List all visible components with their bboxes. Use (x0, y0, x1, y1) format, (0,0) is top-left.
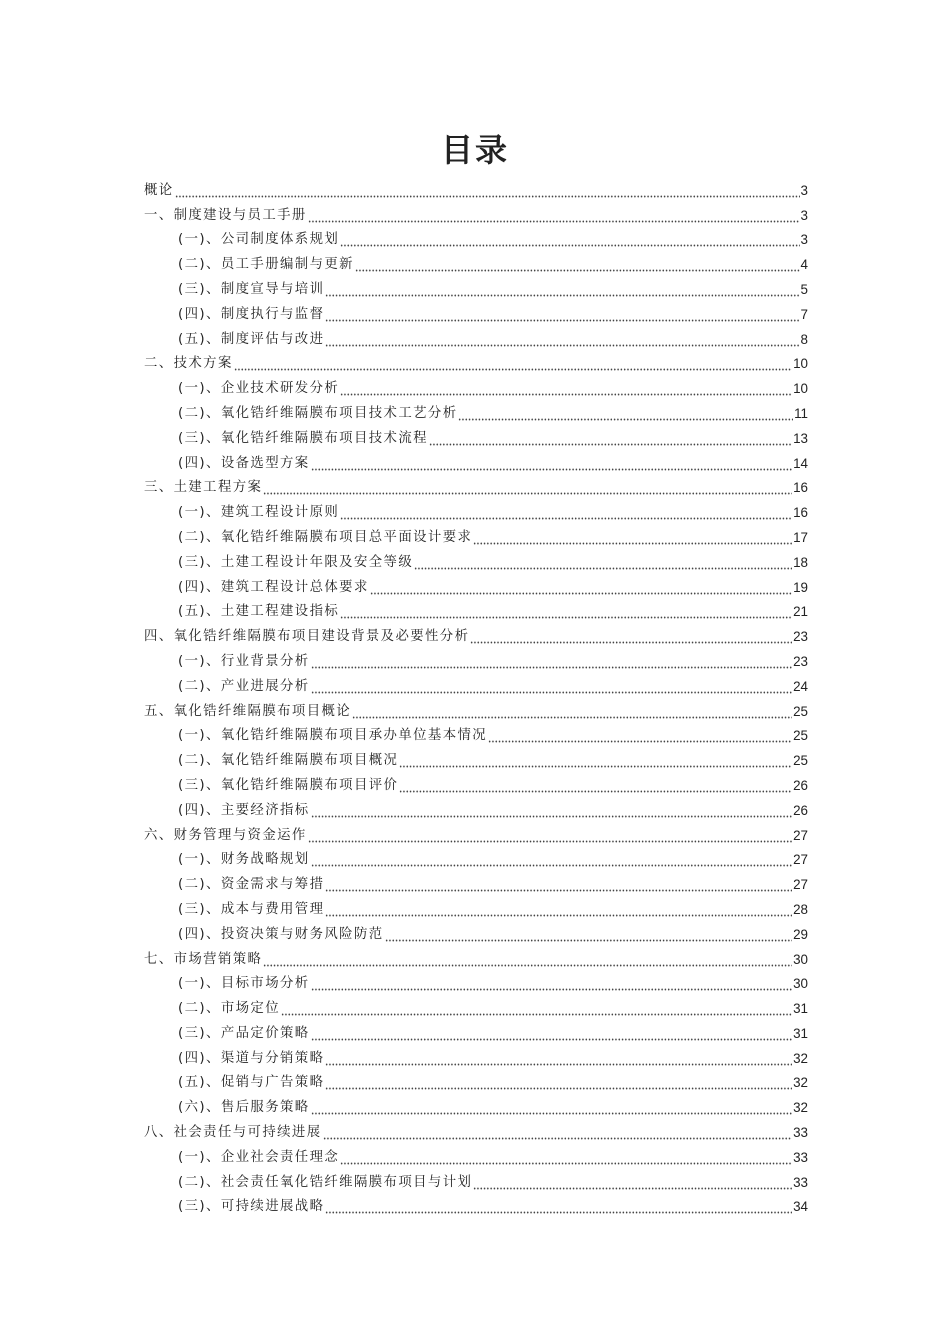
toc-dot-leader (488, 731, 792, 743)
toc-dot-leader (308, 831, 792, 843)
toc-entry-text: (二)、员工手册编制与更新 (178, 257, 354, 273)
toc-dot-leader (263, 483, 792, 495)
toc-page-number: 32 (793, 1100, 808, 1116)
toc-chapter-entry[interactable] (144, 200, 808, 225)
toc-entry-text: 二、技术方案 (144, 356, 233, 372)
toc-entry-text: (三)、产品定价策略 (178, 1025, 310, 1041)
toc-page-number: 7 (800, 306, 808, 322)
toc-section-entry[interactable] (144, 522, 808, 547)
toc-page-number: 26 (793, 802, 808, 818)
toc-dot-leader (311, 979, 793, 991)
toc-dot-leader (473, 1178, 792, 1190)
toc-entry-text: (一)、目标市场分析 (178, 976, 310, 992)
toc-chapter-entry[interactable] (144, 1117, 808, 1142)
toc-section-entry[interactable] (144, 274, 808, 299)
toc-dot-leader (311, 657, 793, 669)
toc-dot-leader (429, 434, 792, 446)
toc-entry-text: (四)、主要经济指标 (178, 802, 310, 818)
toc-dot-leader (385, 930, 793, 942)
toc-dot-leader (470, 632, 792, 644)
toc-dot-leader (325, 310, 799, 322)
toc-entry-text: (一)、公司制度体系规划 (178, 232, 340, 248)
toc-entry-text: (二)、社会责任氧化锆纤维隔膜布项目与计划 (178, 1174, 473, 1190)
toc-page-number: 10 (793, 381, 808, 397)
toc-entry-text: 四、氧化锆纤维隔膜布项目建设背景及必要性分析 (144, 629, 470, 645)
toc-dot-leader (281, 1004, 792, 1016)
toc-dot-leader (311, 1103, 793, 1115)
toc-page-number: 4 (800, 257, 808, 273)
toc-dot-leader (311, 1029, 793, 1041)
toc-page-number: 31 (793, 1025, 808, 1041)
toc-dot-leader (311, 855, 793, 867)
toc-entry-text: (二)、市场定位 (178, 1001, 280, 1017)
toc-page-number: 25 (793, 703, 808, 719)
toc-entry-text: (四)、建筑工程设计总体要求 (178, 579, 369, 595)
toc-section-entry[interactable] (144, 597, 808, 622)
toc-section-entry[interactable] (144, 448, 808, 473)
toc-dot-leader (414, 558, 792, 570)
toc-entry-text: 概论 (144, 182, 174, 198)
toc-page-number: 32 (793, 1050, 808, 1066)
toc-entry-text: 五、氧化锆纤维隔膜布项目概论 (144, 703, 352, 719)
toc-section-entry[interactable] (144, 993, 808, 1018)
toc-page-number: 31 (793, 1001, 808, 1017)
toc-section-entry[interactable] (144, 1142, 808, 1167)
toc-page-number: 19 (793, 579, 808, 595)
toc-page-number: 33 (793, 1174, 808, 1190)
toc-dot-leader (234, 359, 792, 371)
toc-dot-leader (340, 235, 799, 247)
toc-page-number: 13 (793, 430, 808, 446)
toc-section-entry[interactable] (144, 398, 808, 423)
toc-dot-leader (352, 707, 792, 719)
toc-entry-text: (二)、氧化锆纤维隔膜布项目总平面设计要求 (178, 529, 473, 545)
toc-section-entry[interactable] (144, 299, 808, 324)
toc-section-entry[interactable] (144, 795, 808, 820)
toc-page-number: 28 (793, 901, 808, 917)
toc-section-entry[interactable] (144, 845, 808, 870)
toc-chapter-entry[interactable] (144, 473, 808, 498)
toc-entry-text: (六)、售后服务策略 (178, 1100, 310, 1116)
toc-page-number: 30 (793, 951, 808, 967)
toc-entry-text: 六、财务管理与资金运作 (144, 827, 307, 843)
toc-section-entry[interactable] (144, 969, 808, 994)
toc-page-number: 3 (800, 207, 808, 223)
toc-entry-text: 八、社会责任与可持续进展 (144, 1125, 322, 1141)
toc-dot-leader (399, 781, 792, 793)
toc-section-entry[interactable] (144, 1092, 808, 1117)
toc-entry-text: (一)、建筑工程设计原则 (178, 505, 340, 521)
toc-dot-leader (308, 211, 800, 223)
toc-dot-leader (325, 1202, 792, 1214)
toc-section-entry[interactable] (144, 745, 808, 770)
toc-page-number: 27 (793, 852, 808, 868)
toc-dot-leader (325, 880, 792, 892)
toc-page-number: 3 (800, 232, 808, 248)
toc-chapter-entry[interactable] (144, 944, 808, 969)
toc-entry-text: (四)、渠道与分销策略 (178, 1050, 325, 1066)
toc-page-number: 14 (793, 455, 808, 471)
toc-page-number: 5 (800, 281, 808, 297)
toc-list (144, 175, 808, 1216)
toc-section-entry[interactable] (144, 894, 808, 919)
toc-section-entry[interactable] (144, 1192, 808, 1217)
toc-entry-text: (三)、氧化锆纤维隔膜布项目技术流程 (178, 430, 428, 446)
toc-entry-text: (二)、氧化锆纤维隔膜布项目技术工艺分析 (178, 405, 458, 421)
toc-section-entry[interactable] (144, 324, 808, 349)
toc-page-number: 11 (794, 405, 808, 421)
toc-entry-text: (一)、财务战略规划 (178, 852, 310, 868)
toc-entry-text: (四)、设备选型方案 (178, 455, 310, 471)
toc-entry-text: (一)、企业社会责任理念 (178, 1149, 340, 1165)
toc-page-number: 21 (793, 604, 808, 620)
toc-entry-text: (二)、产业进展分析 (178, 678, 310, 694)
toc-dot-leader (311, 459, 793, 471)
toc-title: 目录 (440, 131, 509, 169)
toc-page-number: 16 (793, 505, 808, 521)
toc-chapter-entry[interactable] (144, 820, 808, 845)
toc-dot-leader (340, 508, 792, 520)
toc-dot-leader (370, 583, 792, 595)
toc-page-number: 33 (793, 1125, 808, 1141)
toc-dot-leader (311, 682, 793, 694)
toc-section-entry[interactable] (144, 1018, 808, 1043)
toc-page-number: 32 (793, 1075, 808, 1091)
toc-page-number: 18 (793, 554, 808, 570)
toc-entry-text: 一、制度建设与员工手册 (144, 207, 307, 223)
toc-entry-text: (三)、成本与费用管理 (178, 901, 325, 917)
toc-section-entry[interactable] (144, 869, 808, 894)
toc-dot-leader (325, 285, 799, 297)
toc-dot-leader (340, 607, 792, 619)
toc-chapter-entry[interactable] (144, 621, 808, 646)
toc-dot-leader (325, 905, 792, 917)
toc-page-number: 8 (800, 331, 808, 347)
toc-dot-leader (325, 1078, 792, 1090)
toc-page-number: 23 (793, 629, 808, 645)
toc-page-number: 24 (793, 678, 808, 694)
toc-entry-text: (三)、制度宣导与培训 (178, 281, 325, 297)
toc-entry-text: (四)、制度执行与监督 (178, 306, 325, 322)
toc-dot-leader (323, 1128, 793, 1140)
toc-dot-leader (263, 955, 792, 967)
toc-entry-text: (二)、资金需求与筹措 (178, 877, 325, 893)
toc-chapter-entry[interactable] (144, 696, 808, 721)
toc-entry-text: (三)、氧化锆纤维隔膜布项目评价 (178, 777, 399, 793)
toc-page-number: 3 (800, 182, 808, 198)
toc-entry-text: (五)、促销与广告策略 (178, 1075, 325, 1091)
toc-section-entry[interactable] (144, 497, 808, 522)
toc-dot-leader (473, 533, 792, 545)
toc-entry-text: (一)、氧化锆纤维隔膜布项目承办单位基本情况 (178, 728, 488, 744)
toc-page-number: 34 (793, 1199, 808, 1215)
toc-chapter-entry[interactable] (144, 349, 808, 374)
toc-entry-text: (二)、氧化锆纤维隔膜布项目概况 (178, 753, 399, 769)
toc-page-number: 10 (793, 356, 808, 372)
toc-entry-text: 七、市场营销策略 (144, 951, 263, 967)
toc-page-number: 33 (793, 1149, 808, 1165)
toc-dot-leader (175, 186, 800, 198)
toc-entry-text: (三)、土建工程设计年限及安全等级 (178, 554, 414, 570)
toc-entry-text: 三、土建工程方案 (144, 480, 263, 496)
toc-dot-leader (325, 335, 799, 347)
toc-section-entry[interactable] (144, 249, 808, 274)
toc-dot-leader (340, 384, 792, 396)
toc-entry-text: (五)、土建工程建设指标 (178, 604, 340, 620)
toc-page-number: 23 (793, 653, 808, 669)
toc-page-number: 30 (793, 976, 808, 992)
toc-section-entry[interactable] (144, 770, 808, 795)
toc-page-number: 29 (793, 926, 808, 942)
toc-section-entry[interactable] (144, 572, 808, 597)
toc-section-entry[interactable] (144, 225, 808, 250)
toc-section-entry[interactable] (144, 373, 808, 398)
toc-entry-text: (一)、行业背景分析 (178, 653, 310, 669)
toc-page-number: 16 (793, 480, 808, 496)
toc-page-number: 17 (793, 529, 808, 545)
toc-page-number: 25 (793, 753, 808, 769)
toc-section-entry[interactable] (144, 1043, 808, 1068)
toc-section-entry[interactable] (144, 423, 808, 448)
toc-entry-text: (三)、可持续进展战略 (178, 1199, 325, 1215)
toc-dot-leader (458, 409, 793, 421)
toc-page-number: 27 (793, 827, 808, 843)
toc-page-number: 26 (793, 777, 808, 793)
toc-section-entry[interactable] (144, 1068, 808, 1093)
toc-section-entry[interactable] (144, 671, 808, 696)
toc-section-entry[interactable] (144, 1167, 808, 1192)
toc-chapter-entry[interactable] (144, 175, 808, 200)
toc-dot-leader (399, 756, 792, 768)
toc-entry-text: (四)、投资决策与财务风险防范 (178, 926, 384, 942)
toc-entry-text: (一)、企业技术研发分析 (178, 381, 340, 397)
toc-page-number: 27 (793, 877, 808, 893)
toc-dot-leader (325, 1054, 792, 1066)
toc-dot-leader (340, 1153, 792, 1165)
toc-entry-text: (五)、制度评估与改进 (178, 331, 325, 347)
toc-section-entry[interactable] (144, 721, 808, 746)
toc-page-number: 25 (793, 728, 808, 744)
toc-section-entry[interactable] (144, 919, 808, 944)
toc-dot-leader (311, 806, 793, 818)
toc-section-entry[interactable] (144, 646, 808, 671)
toc-section-entry[interactable] (144, 547, 808, 572)
toc-dot-leader (355, 260, 800, 272)
